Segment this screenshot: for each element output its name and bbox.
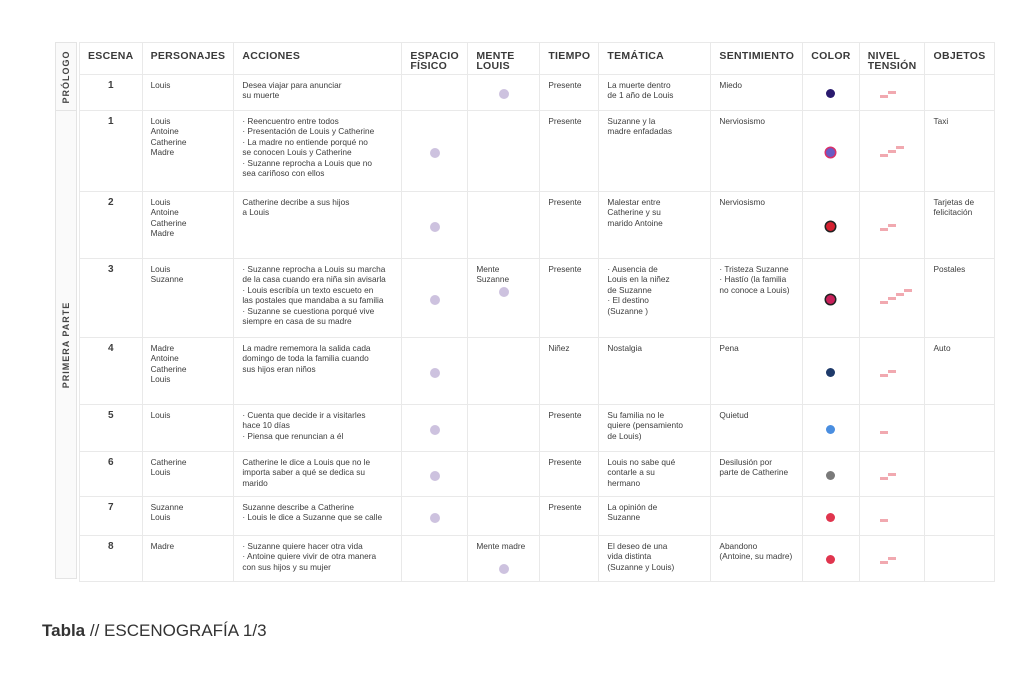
acciones-line: Suzanne describe a Catherine — [242, 502, 354, 512]
sentimiento-line: Desilusión por — [719, 457, 772, 467]
acciones-line: sus hijos eran niños — [242, 363, 316, 374]
sentimiento-line: (Antoine, su madre) — [719, 551, 793, 562]
personajes-line: Louis — [150, 116, 171, 126]
cell-tiempo: Presente — [540, 75, 599, 111]
cell-espacio — [402, 405, 468, 452]
header-personajes: PERSONAJES — [142, 43, 234, 75]
cell-objetos — [925, 259, 994, 338]
section-prologo — [55, 42, 77, 112]
tension-step — [888, 370, 896, 373]
acciones-line: domingo de toda la familia cuando — [242, 353, 369, 364]
personajes-line: Catherine — [150, 136, 187, 147]
cell-sentimiento — [711, 452, 803, 497]
cell-tiempo: Presente — [540, 192, 599, 259]
tematica-line: Malestar entre — [607, 197, 661, 207]
table-row — [80, 452, 995, 497]
personajes-line: Suzanne — [150, 502, 184, 512]
acciones-line: a Louis — [242, 207, 270, 218]
header-objetos: OBJETOS — [925, 43, 994, 75]
objetos-line: Postales — [933, 264, 966, 274]
table-caption — [42, 621, 267, 641]
cell-sentimiento — [711, 259, 803, 338]
cell-sentimiento — [711, 497, 803, 536]
cell-espacio — [402, 192, 468, 259]
acciones-line: · Suzanne reprocha a Louis que no — [242, 157, 372, 168]
cell-mente — [468, 338, 540, 405]
espacio-dot — [430, 295, 440, 305]
cell-objetos — [925, 192, 994, 259]
personajes-line: Louis — [150, 467, 171, 478]
personajes-line: Louis — [150, 264, 171, 274]
cell-color — [803, 405, 859, 452]
tension-step — [880, 374, 888, 377]
cell-tematica — [599, 536, 711, 582]
sentimiento-line: Nerviosismo — [719, 116, 766, 126]
escenografia-table — [79, 42, 995, 582]
sentimiento-line: Quietud — [719, 410, 749, 420]
tematica-line: Suzanne y la — [607, 116, 656, 126]
cell-sentimiento — [711, 192, 803, 259]
tension-step — [880, 431, 888, 434]
cell-personajes — [142, 259, 234, 338]
table-row — [80, 338, 995, 405]
cell-color — [803, 338, 859, 405]
sentimiento-line: Nerviosismo — [719, 197, 766, 207]
header-row — [80, 43, 995, 75]
cell-personajes — [142, 536, 234, 582]
tematica-line: hermano — [607, 477, 641, 488]
cell-color — [803, 111, 859, 192]
cell-escena: 4 — [80, 338, 143, 405]
cell-acciones — [234, 405, 402, 452]
sentimiento-line: Miedo — [719, 80, 743, 90]
espacio-dot — [430, 425, 440, 435]
header-espacio-l2: FÍSICO — [410, 60, 448, 72]
cell-acciones — [234, 75, 402, 111]
header-color: COLOR — [803, 43, 859, 75]
cell-escena: 3 — [80, 259, 143, 338]
tematica-line: · Ausencia de — [607, 264, 658, 274]
mente_text-line: Suzanne — [476, 274, 510, 285]
objetos-line: felicitación — [933, 207, 973, 218]
acciones-line: siempre en casa de su madre — [242, 316, 352, 327]
color-dot — [826, 471, 835, 480]
tematica-line: Suzanne — [607, 512, 641, 523]
cell-color — [803, 75, 859, 111]
tematica-line: La opinión de — [607, 502, 658, 512]
acciones-line: · Louis escribía un texto escueto en — [242, 284, 374, 295]
tematica-line: de Suzanne — [607, 284, 652, 295]
cell-tension — [859, 259, 925, 338]
personajes-line: Suzanne — [150, 274, 184, 285]
cell-escena: 2 — [80, 192, 143, 259]
sentimiento-line: · Hastío (la familia — [719, 274, 787, 285]
cell-escena: 1 — [80, 111, 143, 192]
table-row — [80, 497, 995, 536]
acciones-line: Catherine le dice a Louis que no le — [242, 457, 371, 467]
cell-espacio — [402, 338, 468, 405]
cell-tematica — [599, 111, 711, 192]
cell-tematica — [599, 497, 711, 536]
cell-acciones — [234, 338, 402, 405]
cell-tematica — [599, 405, 711, 452]
personajes-line: Madre — [150, 343, 175, 353]
cell-acciones — [234, 259, 402, 338]
cell-tension — [859, 497, 925, 536]
personajes-line: Louis — [150, 374, 171, 385]
section-prologo-label: PRÓLOGO — [61, 50, 71, 104]
personajes-line: Catherine — [150, 457, 187, 467]
color-dot — [826, 368, 835, 377]
cell-personajes — [142, 497, 234, 536]
acciones-line: marido — [242, 477, 268, 488]
tematica-line: Su familia no le — [607, 410, 665, 420]
caption-rest: // ESCENOGRAFÍA 1/3 — [85, 621, 267, 640]
tematica-line: Catherine y su — [607, 207, 661, 218]
tension-step — [888, 91, 896, 94]
table-row — [80, 259, 995, 338]
acciones-line: · Louis le dice a Suzanne que se calle — [242, 512, 383, 523]
cell-color — [803, 536, 859, 582]
header-mente-l2: LOUIS — [476, 60, 510, 72]
cell-tension — [859, 111, 925, 192]
cell-tension — [859, 536, 925, 582]
cell-tension — [859, 75, 925, 111]
header-mente — [468, 43, 540, 75]
header-nivel — [859, 43, 925, 75]
sentimiento-line: Abandono — [719, 541, 758, 551]
cell-tiempo: Niñez — [540, 338, 599, 405]
header-mente-l1: MENTE — [476, 50, 515, 62]
acciones-line: Catherine decribe a sus hijos — [242, 197, 350, 207]
header-espacio-l1: ESPACIO — [410, 50, 459, 62]
tension-step — [888, 297, 896, 300]
mente-dot — [499, 564, 509, 574]
tension-step — [896, 146, 904, 149]
color-dot — [826, 222, 835, 231]
personajes-line: Louis — [150, 512, 171, 523]
mente_text-line: Mente — [476, 264, 500, 274]
cell-tiempo — [540, 536, 599, 582]
cell-espacio — [402, 536, 468, 582]
cell-objetos — [925, 497, 994, 536]
acciones-line: · Suzanne se cuestiona porqué vive — [242, 305, 375, 316]
cell-mente — [468, 75, 540, 111]
cell-mente — [468, 111, 540, 192]
color-dot — [826, 425, 835, 434]
caption-bold: Tabla — [42, 621, 86, 640]
objetos-line: Auto — [933, 343, 951, 353]
cell-sentimiento — [711, 536, 803, 582]
tension-step — [888, 224, 896, 227]
acciones-line: · Suzanne reprocha a Louis su marcha — [242, 264, 386, 274]
personajes-line: Madre — [150, 228, 175, 239]
tematica-line: de 1 año de Louis — [607, 90, 674, 101]
tension-step — [880, 301, 888, 304]
header-nivel-l2: TENSIÓN — [867, 60, 917, 72]
cell-personajes — [142, 192, 234, 259]
personajes-line: Antoine — [150, 207, 179, 218]
cell-espacio — [402, 75, 468, 111]
cell-tematica — [599, 452, 711, 497]
cell-objetos — [925, 75, 994, 111]
cell-color — [803, 192, 859, 259]
tematica-line: Louis no sabe qué — [607, 457, 676, 467]
cell-objetos — [925, 536, 994, 582]
color-dot — [826, 555, 835, 564]
cell-personajes — [142, 75, 234, 111]
cell-sentimiento — [711, 111, 803, 192]
tension-step — [880, 154, 888, 157]
cell-tension — [859, 405, 925, 452]
sentimiento-line: no conoce a Louis) — [719, 284, 790, 295]
acciones-line: · Reencuentro entre todos — [242, 116, 339, 126]
table-row — [80, 405, 995, 452]
acciones-line: sea cariñoso con ellos — [242, 168, 325, 179]
table-row — [80, 536, 995, 582]
cell-sentimiento — [711, 405, 803, 452]
cell-acciones — [234, 192, 402, 259]
acciones-line: con sus hijos y su mujer — [242, 561, 331, 572]
tematica-line: de Louis) — [607, 430, 642, 441]
header-nivel-l1: NIVEL — [867, 50, 901, 62]
table-row — [80, 111, 995, 192]
color-dot — [826, 295, 835, 304]
cell-tiempo: Presente — [540, 111, 599, 192]
mente-dot — [499, 89, 509, 99]
cell-personajes — [142, 405, 234, 452]
cell-objetos — [925, 111, 994, 192]
cell-tension — [859, 338, 925, 405]
personajes-line: Louis — [150, 410, 171, 420]
acciones-line: Desea viajar para anunciar — [242, 80, 342, 90]
cell-escena: 1 — [80, 75, 143, 111]
sentimiento-line: parte de Catherine — [719, 467, 789, 478]
cell-personajes — [142, 338, 234, 405]
objetos-line: Tarjetas de — [933, 197, 975, 207]
tension-step — [880, 519, 888, 522]
cell-color — [803, 452, 859, 497]
table-row — [80, 192, 995, 259]
cell-acciones — [234, 111, 402, 192]
cell-tematica — [599, 192, 711, 259]
cell-escena: 6 — [80, 452, 143, 497]
tension-step — [880, 95, 888, 98]
tension-step — [888, 150, 896, 153]
header-tematica: TEMÁTICA — [599, 43, 711, 75]
table-row — [80, 75, 995, 111]
personajes-line: Madre — [150, 147, 175, 158]
cell-color — [803, 497, 859, 536]
header-acciones: ACCIONES — [234, 43, 402, 75]
cell-tiempo: Presente — [540, 497, 599, 536]
personajes-line: Louis — [150, 197, 171, 207]
color-dot — [826, 513, 835, 522]
personajes-line: Antoine — [150, 126, 179, 137]
cell-acciones — [234, 497, 402, 536]
tematica-line: Louis en la niñez — [607, 274, 670, 285]
tension-step — [896, 293, 904, 296]
cell-color — [803, 259, 859, 338]
cell-mente — [468, 405, 540, 452]
sentimiento-line: · Tristeza Suzanne — [719, 264, 789, 274]
tematica-line: madre enfadadas — [607, 126, 672, 137]
color-dot — [826, 89, 835, 98]
acciones-line: · Suzanne quiere hacer otra vida — [242, 541, 363, 551]
cell-acciones — [234, 452, 402, 497]
cell-tematica — [599, 75, 711, 111]
color-dot — [826, 148, 835, 157]
cell-mente — [468, 536, 540, 582]
cell-mente — [468, 497, 540, 536]
acciones-line: las postales que mandaba a su familia — [242, 295, 384, 306]
cell-espacio — [402, 111, 468, 192]
tematica-line: contarle a su — [607, 467, 655, 478]
tension-step — [888, 557, 896, 560]
personajes-line: Catherine — [150, 217, 187, 228]
cell-mente — [468, 192, 540, 259]
acciones-line: · Antoine quiere vivir de otra manera — [242, 551, 377, 562]
section-primera-parte — [55, 110, 77, 579]
cell-escena: 5 — [80, 405, 143, 452]
cell-sentimiento — [711, 75, 803, 111]
personajes-line: Catherine — [150, 363, 187, 374]
cell-sentimiento — [711, 338, 803, 405]
tematica-line: (Suzanne ) — [607, 305, 648, 316]
espacio-dot — [430, 222, 440, 232]
tematica-line: vida distinta — [607, 551, 652, 562]
cell-mente — [468, 452, 540, 497]
tension-step — [880, 561, 888, 564]
cell-escena: 8 — [80, 536, 143, 582]
acciones-line: se conocen Louis y Catherine — [242, 147, 352, 158]
cell-tematica — [599, 259, 711, 338]
espacio-dot — [430, 471, 440, 481]
tension-step — [880, 228, 888, 231]
cell-mente — [468, 259, 540, 338]
objetos-line: Taxi — [933, 116, 949, 126]
acciones-line: importa saber a qué se dedica su — [242, 467, 366, 478]
tematica-line: · El destino — [607, 295, 649, 306]
cell-tiempo: Presente — [540, 259, 599, 338]
cell-espacio — [402, 497, 468, 536]
cell-tension — [859, 192, 925, 259]
cell-objetos — [925, 405, 994, 452]
header-sentimiento: SENTIMIENTO — [711, 43, 803, 75]
acciones-line: · Piensa que renuncian a él — [242, 430, 344, 441]
section-primera-label: PRIMERA PARTE — [61, 301, 71, 388]
espacio-dot — [430, 148, 440, 158]
cell-tiempo: Presente — [540, 452, 599, 497]
tension-step — [888, 473, 896, 476]
cell-objetos — [925, 452, 994, 497]
header-tiempo: TIEMPO — [540, 43, 599, 75]
personajes-line: Louis — [150, 80, 171, 90]
cell-espacio — [402, 452, 468, 497]
mente_text-line: Mente madre — [476, 541, 526, 551]
mente-dot — [499, 287, 509, 297]
acciones-line: · La madre no entiende porqué no — [242, 136, 368, 147]
tematica-line: marido Antoine — [607, 217, 663, 228]
tematica-line: El deseo de una — [607, 541, 668, 551]
acciones-line: hace 10 días — [242, 420, 290, 431]
acciones-line: su muerte — [242, 90, 280, 101]
personajes-line: Antoine — [150, 353, 179, 364]
tension-step — [880, 477, 888, 480]
tematica-line: (Suzanne y Louis) — [607, 561, 675, 572]
tension-step — [904, 289, 912, 292]
acciones-line: · Cuenta que decide ir a visitarles — [242, 410, 366, 420]
sentimiento-line: Pena — [719, 343, 739, 353]
acciones-line: · Presentación de Louis y Catherine — [242, 126, 375, 137]
cell-tematica — [599, 338, 711, 405]
cell-escena: 7 — [80, 497, 143, 536]
cell-personajes — [142, 111, 234, 192]
tematica-line: La muerte dentro — [607, 80, 671, 90]
espacio-dot — [430, 513, 440, 523]
cell-tension — [859, 452, 925, 497]
header-espacio — [402, 43, 468, 75]
personajes-line: Madre — [150, 541, 175, 551]
cell-espacio — [402, 259, 468, 338]
cell-personajes — [142, 452, 234, 497]
header-escena: ESCENA — [80, 43, 143, 75]
espacio-dot — [430, 368, 440, 378]
acciones-line: de la casa cuando era niña sin avisarla — [242, 274, 386, 285]
cell-acciones — [234, 536, 402, 582]
acciones-line: La madre rememora la salida cada — [242, 343, 371, 353]
tematica-line: Nostalgia — [607, 343, 642, 353]
tematica-line: quiere (pensamiento — [607, 420, 684, 431]
cell-tiempo: Presente — [540, 405, 599, 452]
cell-objetos — [925, 338, 994, 405]
table-body — [80, 75, 995, 582]
